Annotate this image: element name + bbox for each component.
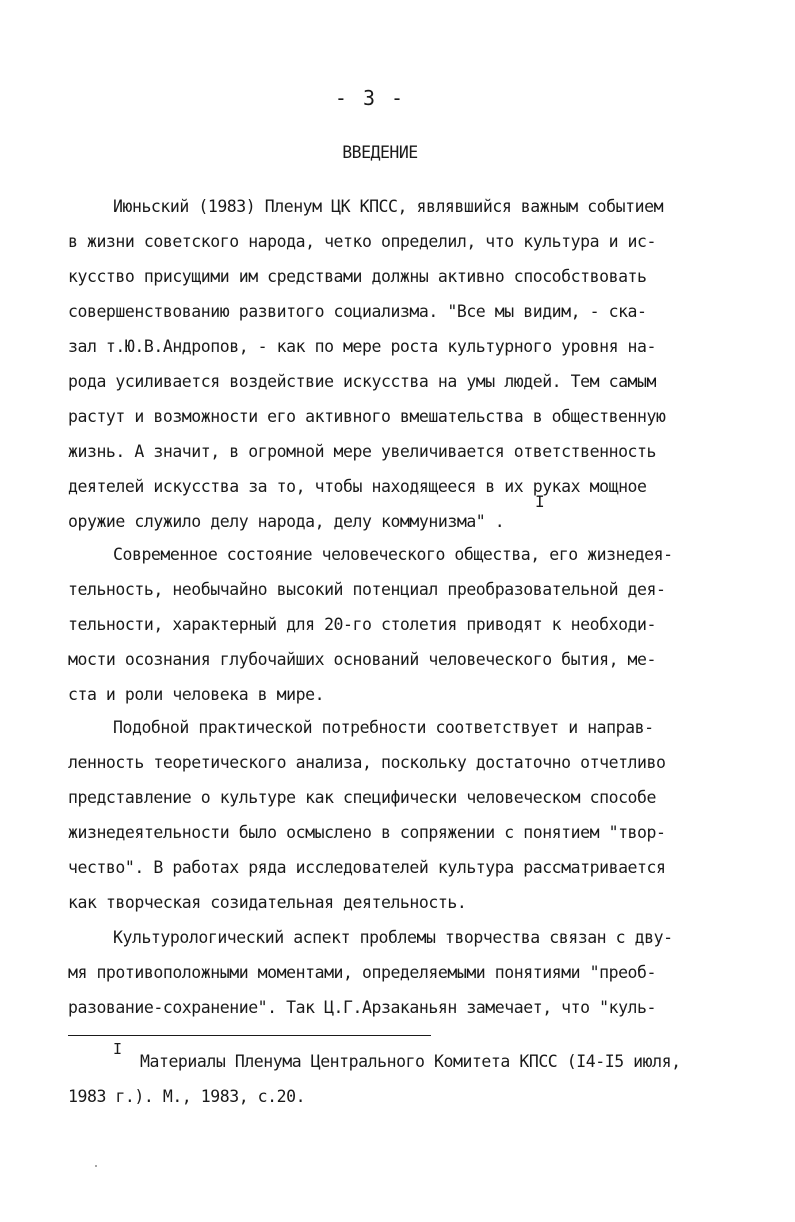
text-line: деятелей искусства за то, чтобы находящееся в их руках мощное [68,477,647,496]
text-line: Июньский (1983) Пленум ЦК КПСС, являвшийся важным событием [113,197,664,216]
page-number: - 3 - [334,86,406,110]
text-line: разование-сохранение". Так Ц.Г.Арзаканьян замечает, что "куль- [68,998,656,1017]
footnote-reference: I [535,492,545,511]
text-line: зал т.Ю.В.Андропов, - как по мере роста культурного уровня на- [68,337,656,356]
text-line: мости осознания глубочайших оснований человеческого бытия, ме- [68,650,656,669]
text-line: представление о культуре как специфически человеческом способе [68,788,656,807]
text-line: совершенствованию развитого социализма. "Все мы видим, - ска- [68,302,647,321]
footnote-separator [68,1035,431,1036]
text-line: рода усиливается воздействие искусства на умы людей. Тем самым [68,372,656,391]
text-line: растут и возможности его активного вмешательства в общественную [68,407,666,426]
text-line: чество". В работах ряда исследователей культура рассматривается [68,858,666,877]
text-line: ленность теоретического анализа, поскольку достаточно отчетливо [68,753,666,772]
text-line: ста и роли человека в мире. [68,685,325,704]
text-line: жизнедеятельности было осмыслено в сопряжении с понятием "твор- [68,823,666,842]
text-line: жизнь. А значит, в огромной мере увеличивается ответственность [68,442,656,461]
footnote-marker: I [113,1040,123,1058]
scan-speck [95,1165,97,1167]
section-heading: ВВЕДЕНИЕ [342,143,418,162]
text-line: кусство присущими им средствами должны активно способствовать [68,267,647,286]
footnote-text: Материалы Пленума Центрального Комитета КПСС (I4-I5 июля, [140,1052,681,1071]
text-line: Культурологический аспект проблемы творчества связан с дву- [113,928,673,947]
text-line: как творческая созидательная деятельность. [68,893,467,912]
text-line: мя противоположными моментами, определяемыми понятиями "преоб- [68,963,656,982]
text-line: в жизни советского народа, четко определил, что культура и ис- [68,232,656,251]
text-line: Подобной практической потребности соответствует и направ- [113,718,654,737]
text-line: Современное состояние человеческого общества, его жизнедея- [113,545,673,564]
text-line: тельность, необычайно высокий потенциал преобразовательной дея- [68,580,666,599]
footnote-text: 1983 г.). М., 1983, с.20. [68,1087,306,1106]
text-line: оружие служило делу народа, делу коммунизма" . [68,512,505,531]
text-line: тельности, характерный для 20-го столетия приводят к необходи- [68,615,656,634]
